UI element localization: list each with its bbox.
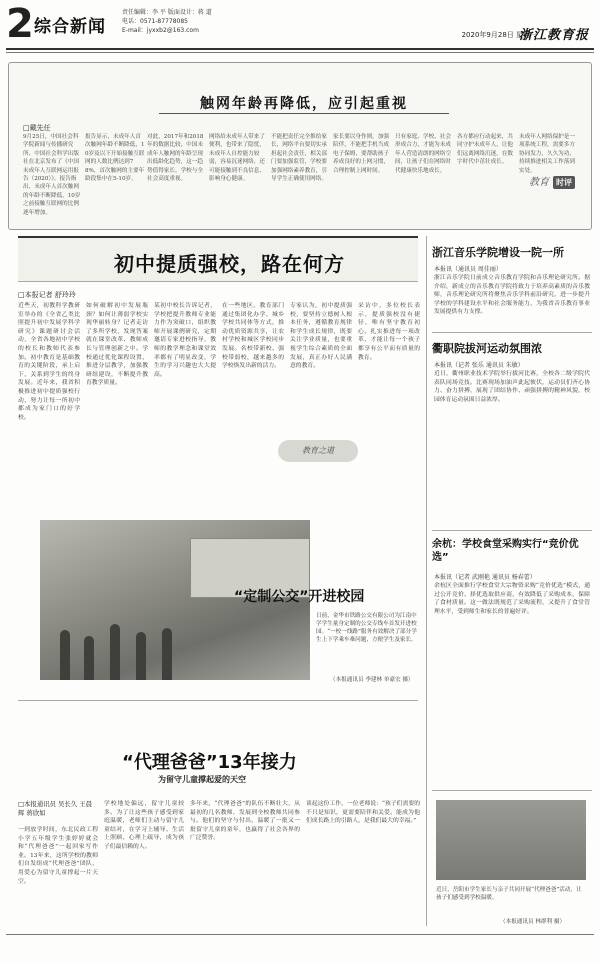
editorial-column: 各方都应行动起来，共同守护未成年人，让他们远离网络沉迷，在数字时代中茁壮成长。: [457, 134, 513, 166]
person-figure: [136, 632, 146, 680]
lead-story-column: 如何破解初中发展瓶颈？如何让薄弱学校实现华丽转身？记者走访了多所学校，发现答案就在课堂改革、教师成长与管理创新之中。学校通过优化课程设置，推进分层教学，加强教研组建设，不断提升教育教学质量。: [86, 303, 148, 387]
side-story-title: 衢职院拔河运动氛围浓: [432, 342, 542, 355]
editorial-column: 未成年人网络保护是一项系统工程，需要多方协同发力，久久为功，持续推进相关工作落到实处。: [519, 134, 575, 174]
masthead-rule-thin: [6, 52, 594, 53]
lead-story-title: 初中提质强校，路在何方: [114, 252, 345, 276]
second-story-photo-credit: （本报通讯员 林群利 摄）: [500, 919, 566, 925]
person-figure: [84, 636, 94, 680]
photo-caption: 日前，金华市铁路公交有限公司为江南中学学生量身定制的公交专线车首发开进校园。“一校一线路”服务有效解决了部分学生上下学乘车难问题，方便学生及家长。: [316, 613, 417, 643]
editorial-column: 9月25日，中国社会科学院新闻与传播研究所、中国社会科学出版社在北京发布了《中国未成年人互联网运用报告（2020）》。报告指出，未成年人首次触网的年龄不断降低，10岁之前接触互联网的比例逐年增加。: [23, 134, 81, 216]
lead-story-byline: □本报记者 舒玲玲: [18, 291, 76, 299]
editor-info: [122, 8, 212, 35]
second-story-column: 谈起这份工作，一位老师说：“孩子们需要的不只是知识，更需要陪伴和关爱。能成为他们成长路上的引路人，是我们最大的幸福。”: [306, 801, 420, 825]
second-story-photo: [436, 800, 586, 880]
editorial-column: 只有家庭、学校、社会形成合力，才能为未成年人营造清朗的网络空间，让孩子们在网络时代健康快乐地成长。: [395, 134, 451, 174]
section-rule: [18, 700, 418, 701]
seal-badge: 时评: [553, 176, 575, 189]
phone-line: 电话：0571-87778085: [122, 18, 188, 25]
email-line: E-mail：jyxxb2@163.com: [122, 27, 199, 34]
editorial-byline: □戴先任: [23, 124, 51, 132]
second-story-photo-caption: 近日，岳阳市学生家长与亲子共同开展“代理爸爸”活动，让孩子们感受到学校温暖。: [436, 887, 582, 901]
lead-story-column: 某初中校长告诉记者，学校把提升教师专业能力作为突破口，组织教师开展课例研究，定期邀请专家进校指导，教师的教学理念和课堂效率都有了明显改变，学生的学习兴趣也大大提高。: [154, 303, 216, 378]
lead-story-column: 近些天，初教科学教研室举办的《全省乙类比照提升初中发展学科学研究》课题研讨会活动，全省各地初中学校的校长和教师代表参加。初中教育是基础教育的关键阶段，承上启下，关系到学生的终身发展。近年来，我省积极推进初中提质强校行动，努力让每一所初中都成为家门口的好学校。: [18, 303, 80, 421]
masthead: [0, 0, 599, 64]
side-story-rule: [432, 332, 592, 333]
issue-date: 2020年9月28日 星期一: [461, 31, 537, 39]
side-story-rule: [432, 790, 592, 791]
second-story-title: “代理爸爸”13年接力: [122, 752, 297, 773]
editorial-column: 报告显示，未成年人首次触网年龄不断降低，10岁及以下开始接触互联网的人数比例达到78%，首次触网的主要年龄段集中在5-10岁。: [85, 134, 145, 183]
masthead-rule: [6, 48, 594, 50]
lead-story-badge: 教育之道: [278, 440, 358, 462]
editorial-box: [8, 62, 592, 230]
side-story-rule: [432, 530, 592, 531]
side-story-title: 浙江音乐学院增设一院一所: [432, 246, 564, 259]
person-figure: [60, 630, 70, 680]
editorial-headline: 触网年龄再降低，应引起重视: [200, 96, 408, 112]
second-story-column: 多年来，“代理爸爸”的队伍不断壮大，从最初的几名教师，发展到全校教师共同参与。他们的坚守与付出，温暖了一批又一批留守儿童的童年，也赢得了社会各界的广泛赞誉。: [190, 801, 300, 842]
editor-line: 责任编辑：李 平 版面设计：蒋 道: [122, 9, 212, 16]
editorial-column: 对此，2017年和2018年的数据比较，中国未成年人触网的年龄呈现出低龄化趋势，这一趋势值得家长、学校与全社会高度重视。: [147, 134, 204, 183]
second-story-subtitle: 为留守儿童撑起爱的天空: [158, 774, 246, 784]
lead-story-column: 在一些地区，教育部门通过集团化办学、城乡学校共同体等方式，推动优质资源共享，让农村学校和城区学校同步发展。名校带新校、强校带弱校，越来越多的学校焕发出新的活力。: [222, 303, 284, 370]
side-story-byline: 本报讯（记者 武刚艳 通讯员 杨春蕾）: [434, 574, 536, 581]
paper-name: 浙江教育报: [518, 28, 589, 43]
photo-credit: （本报通讯员 李建林 单豪宏 摄）: [330, 677, 414, 683]
editorial-column: 不能把责任完全推给家长，网络平台要切实承担起社会责任，相关部门要加强监管，学校要加强网络素养教育，引导学生正确使用网络。: [271, 134, 327, 183]
side-story-body: 浙江音乐学院日前成立音乐教育学院和音乐理论研究所。据介绍，新成立的音乐教育学院将致力于培养高素质的音乐教师，音乐理论研究所将聚焦音乐学科前沿研究，进一步提升学校的学科建设水平和社会服务能力，为我省音乐教育事业发展提供有力支撑。: [434, 275, 590, 316]
lead-story-column: 采访中，多位校长表示，提质强校没有捷径，唯有坚守教育初心，扎实推进每一项改革，才能让每一个孩子都享有公平而有质量的教育。: [358, 303, 420, 361]
second-story-column: 一到放学时间，东北民政工程小学五年级学生张婷婷就会和“代理爸爸”一起回家写作业。13年来，这所学校的教师们自发组成“代理爸爸”团队，用爱心为留守儿童撑起一片天空。: [18, 827, 98, 885]
page-number: 2: [6, 1, 34, 47]
column-divider: [426, 236, 427, 926]
photo-story-title: “定制公交”开进校园: [234, 589, 365, 605]
editorial-headline-rule: [159, 113, 449, 114]
second-story-column: 学校地处偏远，留守儿童较多。为了让这些孩子感受到家庭温暖，老师们主动与留守儿童结对，在学习上辅导、生活上照顾、心理上疏导，成为孩子们最信赖的人。: [104, 801, 184, 850]
lead-story-header: [18, 236, 418, 282]
section-title: 综合新闻: [34, 17, 106, 37]
second-story-byline: □本报通讯员 吴长久 王晨辉 蒋欣如: [18, 800, 93, 817]
editorial-column: 网络给未成年人带来了便利，也带来了隐忧，未成年人自控能力较弱，容易沉迷网络，还可能接触到不良信息，影响身心健康。: [209, 134, 265, 183]
side-story-body: 余杭区全面推行学校食堂大宗物资采购“竞价优选”模式，通过公开竞价、择优选取供应商，有效降低了采购成本，保障了食材质量。这一做法既规范了采购流程，又提升了食堂管理水平，受到师生和家长的普遍好评。: [434, 583, 590, 615]
person-figure: [110, 624, 120, 680]
seal-text: 教育: [529, 177, 549, 188]
person-figure: [162, 628, 172, 680]
side-story-byline: 本报讯（记者 张乐 通讯员 朱敏）: [434, 362, 524, 369]
side-story-byline: 本报讯（通讯员 周佳丽）: [434, 266, 502, 273]
side-story-body: 近日，衢州职业技术学院举行拔河比赛，全校各二级学院代表队同场竞技。比赛现场加油声此起彼伏，运动员们齐心协力、奋力拼搏，展现了团结协作、顽强拼搏的精神风貌，校园体育运动氛围日益浓厚。: [434, 371, 590, 403]
editorial-column: 家长要以身作则，加强陪伴，不能把手机当成电子保姆，要帮助孩子养成良好的上网习惯，合理控制上网时间。: [333, 134, 389, 174]
editorial-seal: [529, 173, 575, 189]
lead-story-column: 专家认为，初中提质强校，要坚持立德树人根本任务，遵循教育规律和学生成长规律，既要关注学业质量，也要重视学生综合素质的全面发展，真正办好人民满意的教育。: [290, 303, 352, 370]
side-story-title: 余杭：学校食堂采购实行“竞价优选”: [432, 539, 579, 563]
editorial-columns: [23, 133, 583, 221]
footer-rule: [6, 934, 594, 935]
